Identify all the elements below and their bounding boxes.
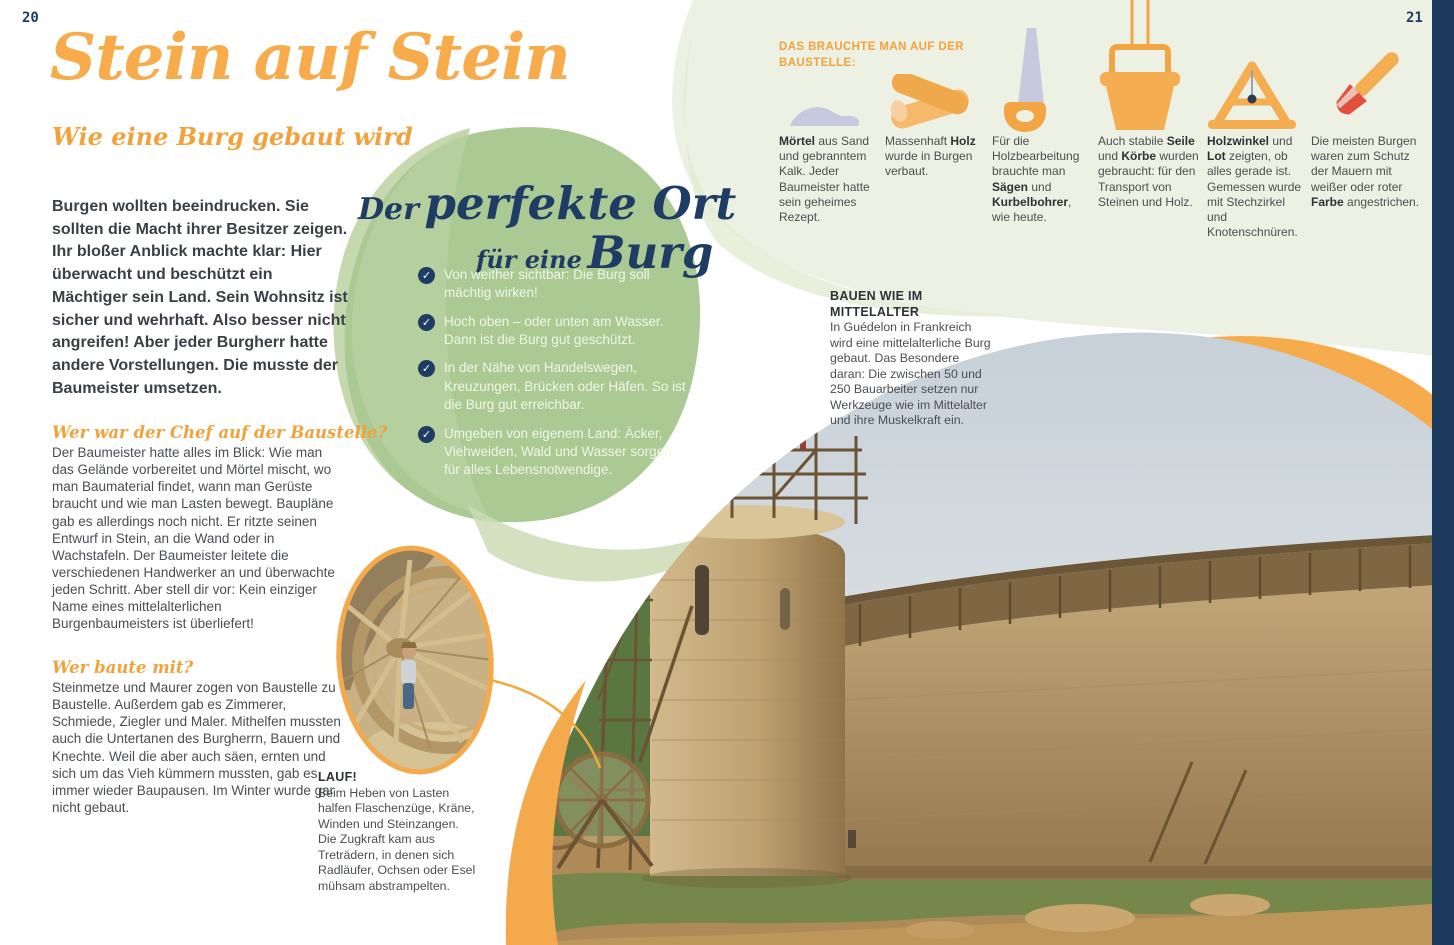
intro-paragraph: Burgen wollten beeindrucken. Sie sollten die Macht ihrer Besitzer zeigen. Ihr bloßer Anblick machte klar: Hier überwacht und beschützt ein Mächtiger sein Land. Sein Wohnsitz ist sicher und wehrhaft. Also besser nicht angreifen! Aber jeder Burgherr hatte andere Vorstellungen. Die musste der Baumeister umsetzen. <box>52 198 348 397</box>
wood-logs-icon <box>886 74 974 130</box>
tool-item-holzwinkel: Holzwinkel und Lot zeigten, ob alles gerade ist. Gemessen wurde mit Stechzirkel und Knotenschnüren. <box>1207 134 1302 240</box>
checklist-item <box>418 425 686 480</box>
checkmark-icon: ✓ <box>418 314 435 331</box>
checklist-text: In der Nähe von Handelswegen, Kreuzungen, Brücken oder Häfen. So ist die Burg gut erreichbar. <box>444 360 686 413</box>
checklist-text: Von weither sichtbar: Die Burg soll mächtig wirken! <box>444 267 650 301</box>
checklist-item <box>418 266 686 303</box>
page-number-right: 21 <box>1406 10 1423 26</box>
mortar-icon <box>788 100 864 128</box>
checkmark-icon: ✓ <box>418 426 435 443</box>
checkmark-icon: ✓ <box>418 267 435 284</box>
page-title: Stein auf Stein <box>50 20 570 95</box>
inset-photo <box>330 540 534 790</box>
checkmark-icon: ✓ <box>418 360 435 377</box>
tool-item-seile-koerbe: Auch stabile Seile und Körbe wurden gebraucht: für den Transport von Steinen und Holz. <box>1098 134 1199 209</box>
tools-panel-heading: DAS BRAUCHTE MAN AUF DER BAUSTELLE: <box>779 41 964 69</box>
callout-lauf <box>318 770 478 894</box>
plumb-level-icon <box>1206 60 1298 132</box>
checklist-text: Umgeben von eigenem Land: Äcker, Viehweiden, Wald und Wasser sorgen für alles Lebensnotwendige. <box>444 425 672 478</box>
tool-item-holz: Massenhaft Holz wurde in Burgen verbaut. <box>885 134 976 179</box>
section-body-mitbauer: Steinmetze und Maurer zogen von Baustelle zu Baustelle. Außerdem gab es Zimmerer, Schmiede, Ziegler und Maler. Mithelfen mussten auch die Untertanen des Burgherrn, Bauern und Knechte. Weil die aber auch säen, ernten und sich um das Vieh kümmern mussten, gab es immer wieder Baupausen. Im Winter wurde gar nicht gebaut. <box>52 680 341 815</box>
callout-medieval <box>830 289 992 429</box>
tool-item-farbe: Die meisten Burgen waren zum Schutz der Mauern mit weißer oder roter Farbe angestrichen. <box>1311 134 1420 209</box>
perfect-place-checklist <box>418 266 686 490</box>
callout-lauf-heading: LAUF! <box>318 770 357 784</box>
tool-item-moertel: Mörtel aus Sand und gebranntem Kalk. Jeder Baumeister hatte sein geheimes Rezept. <box>779 134 870 225</box>
checklist-item <box>418 313 686 350</box>
paintbrush-icon <box>1324 48 1400 130</box>
perfect-title-lead2: für eine <box>476 245 582 275</box>
basket-rope-icon <box>1098 0 1182 132</box>
page-edge-strip <box>1432 0 1454 945</box>
callout-medieval-body: In Guédelon in Frankreich wird eine mittelalterliche Burg gebaut. Das Besondere daran: Die zwischen 50 und 250 Bauarbeiter setzen nur Werkzeuge wie im Mittelalter und ihre Muskelkraft ein. <box>830 320 991 428</box>
perfect-title-big2: Burg <box>587 226 714 280</box>
perfect-title-lead: Der <box>358 192 419 227</box>
page-subtitle: Wie eine Burg gebaut wird <box>52 122 413 151</box>
callout-medieval-heading: BAUEN WIE IM MITTELALTER <box>830 289 923 319</box>
callout-lauf-body: Beim Heben von Lasten halfen Flaschenzüge, Kräne, Winden und Steinzangen. Die Zugkraft kam aus Treträdern, in denen sich Radläufer, Ochsen oder Esel mühsam abstrampelten. <box>318 785 476 893</box>
page-number-left: 20 <box>22 10 39 26</box>
perfect-place-title <box>358 177 737 280</box>
section-body-chef: Der Baumeister hatte alles im Blick: Wie man das Gelände vorbereitet und Mörtel mischt, wo man Baumaterial findet, wann man Gerüste braucht und wie man Lasten bewegt. Baupläne gab es allerdings noch nicht. Er ritzte seinen Entwurf in Stein, an die Wand oder in Wachstafeln. Der Baumeister leitete die verschiedenen Handwerker an und überwachte jeden Schritt. Aber stell dir vor: Kein einziger Name eines mittelalterlichen Burgenbaumeisters ist überliefert! <box>52 445 335 632</box>
section-heading-mitbauer: Wer baute mit? <box>52 658 194 677</box>
perfect-title-big1: perfekte Ort <box>424 177 737 230</box>
saw-icon <box>1000 28 1060 134</box>
tool-item-saegen: Für die Holzbearbeitung brauchte man Sägen und Kurbelbohrer, wie heute. <box>992 134 1080 225</box>
checklist-text: Hoch oben – oder unten am Wasser. Dann ist die Burg gut geschützt. <box>444 313 664 348</box>
section-heading-chef: Wer war der Chef auf der Baustelle? <box>52 423 388 442</box>
checklist-item <box>418 359 686 414</box>
